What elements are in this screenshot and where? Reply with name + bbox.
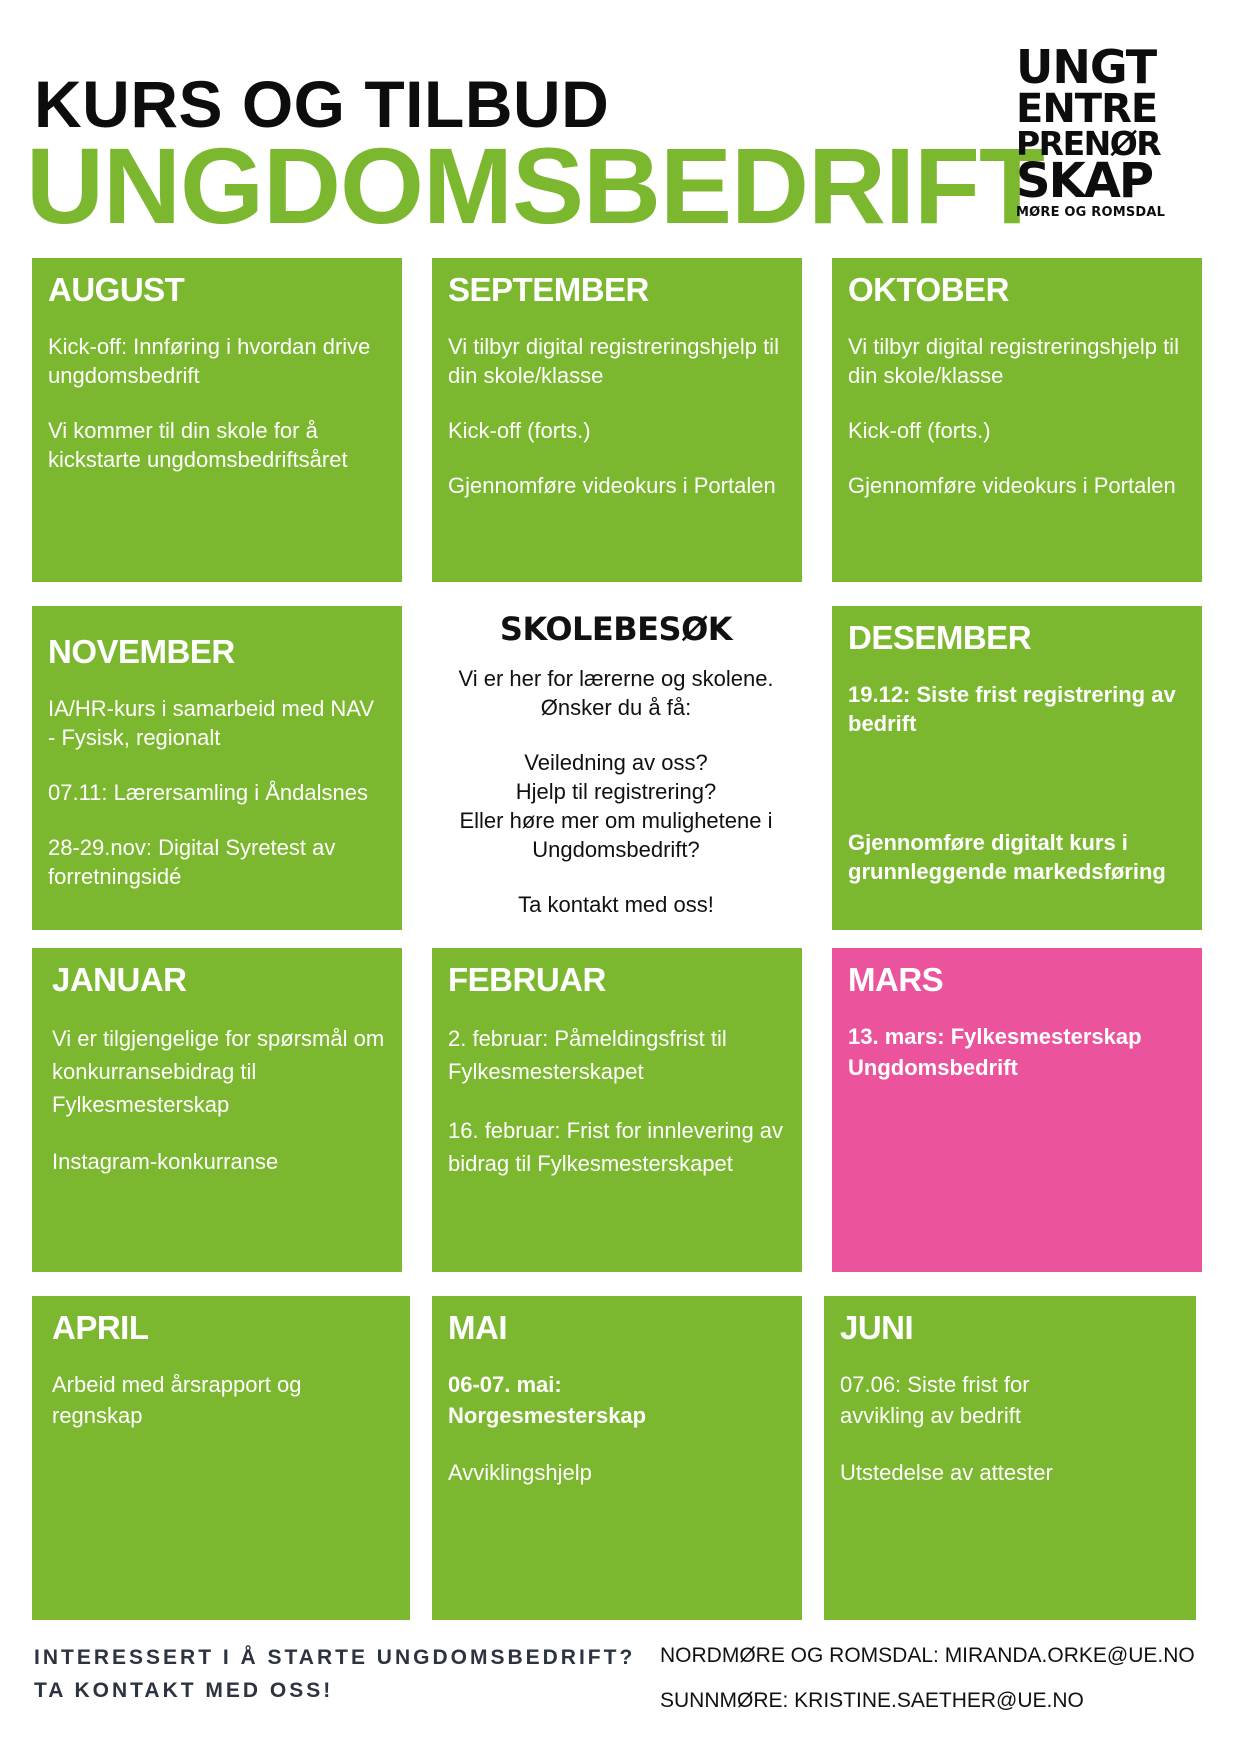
month-item: Kick-off (forts.) [848,418,991,444]
contact-nordmore-romsdal[interactable]: NORDMØRE OG ROMSDAL: MIRANDA.ORKE@UE.NO [660,1644,1195,1667]
month-title: NOVEMBER [48,633,235,670]
month-title: SEPTEMBER [448,271,649,308]
footer-cta [34,1642,635,1707]
month-box-september [432,258,802,582]
footer-contacts [660,1645,1195,1735]
month-title: MARS [848,961,944,998]
month-item: Gjennomføre videokurs i Portalen [448,473,776,499]
month-title: JUNI [840,1309,914,1346]
month-item: Vi tilbyr digital registreringshjelp til din skole/klasse [448,334,779,389]
month-title: JANUAR [52,961,187,998]
month-box-oktober [832,258,1202,582]
month-title: DESEMBER [848,619,1032,656]
month-box-mai [432,1296,802,1620]
month-box-november [32,606,402,930]
month-box-mars [832,948,1202,1272]
skolebesok-question: Hjelp til registrering? [515,779,717,805]
page-title-line2: UNGDOMSBEDRIFT [26,125,1044,246]
month-item: 2. februar: Påmeldingsfrist til Fylkesmesterskapet [448,1026,727,1085]
month-title: MAI [448,1309,507,1346]
page-title-line1: KURS OG TILBUD [34,67,610,141]
skolebesok-section [432,610,800,945]
month-item: 07.06: Siste frist for avvikling av bedrift [840,1372,1030,1429]
month-item: Utstedelse av attester [840,1459,1053,1485]
skolebesok-intro: Vi er her for lærerne og skolene. Ønsker du å få: [458,666,774,721]
skolebesok-title: SKOLEBESØK [499,610,733,648]
month-box-februar [432,948,802,1272]
month-item: Gjennomføre digitalt kurs i grunnleggende markedsføring [848,830,1166,885]
month-box-desember [832,606,1202,930]
month-item: Vi tilbyr digital registreringshjelp til din skole/klasse [848,334,1179,389]
footer-cta-line2: TA KONTAKT MED OSS! [34,1678,334,1702]
logo-line1: UNGT [1016,40,1157,94]
skolebesok-question: Eller høre mer om mulighetene i Ungdomsbedrift? [459,808,773,863]
month-item: 13. mars: Fylkesmesterskap Ungdomsbedrift [848,1024,1142,1081]
month-item: Avviklingshjelp [448,1459,592,1485]
month-item: Instagram-konkurranse [52,1149,279,1175]
month-item: Kick-off: Innføring i hvordan drive ungdomsbedrift [48,334,371,389]
skolebesok-question: Veiledning av oss? [524,750,708,776]
logo-line4: SKAP [1016,153,1153,210]
month-item: Gjennomføre videokurs i Portalen [848,473,1176,499]
month-box-juni [824,1296,1196,1620]
month-item: 07.11: Lærersamling i Åndalsnes [48,780,368,806]
ungt-entreprenorskap-logo [1016,40,1166,220]
logo-line2: ENTRE [1016,85,1158,132]
month-item: Arbeid med årsrapport og regnskap [52,1372,302,1429]
skolebesok-cta: Ta kontakt med oss! [518,892,714,918]
month-item: 06-07. mai: Norgesmesterskap [448,1372,647,1429]
month-title: AUGUST [48,271,185,308]
month-item: Vi kommer til din skole for å kickstarte ungdomsbedriftsåret [48,418,348,473]
logo-line5: MØRE OG ROMSDAL [1016,204,1166,220]
month-item: Vi er tilgjengelige for spørsmål om konkurransebidrag til Fylkesmesterskap [52,1026,385,1118]
contact-sunnmore[interactable]: SUNNMØRE: KRISTINE.SAETHER@UE.NO [660,1689,1084,1712]
month-item: IA/HR-kurs i samarbeid med NAV - Fysisk, regionalt [48,696,375,751]
month-item: 28-29.nov: Digital Syretest av forretningsidé [48,835,336,890]
logo-line3: PRENØR [1016,123,1161,163]
month-box-januar [32,948,402,1272]
month-item: 19.12: Siste frist registrering av bedrift [848,682,1176,737]
month-item: 16. februar: Frist for innlevering av bidrag til Fylkesmesterskapet [448,1118,784,1177]
month-title: APRIL [52,1309,149,1346]
month-box-august [32,258,402,582]
month-item: Kick-off (forts.) [448,418,591,444]
month-title: FEBRUAR [448,961,606,998]
month-title: OKTOBER [848,271,1009,308]
month-box-april [32,1296,410,1620]
footer-cta-line1: INTERESSERT I Å STARTE UNGDOMSBEDRIFT? [34,1646,636,1669]
